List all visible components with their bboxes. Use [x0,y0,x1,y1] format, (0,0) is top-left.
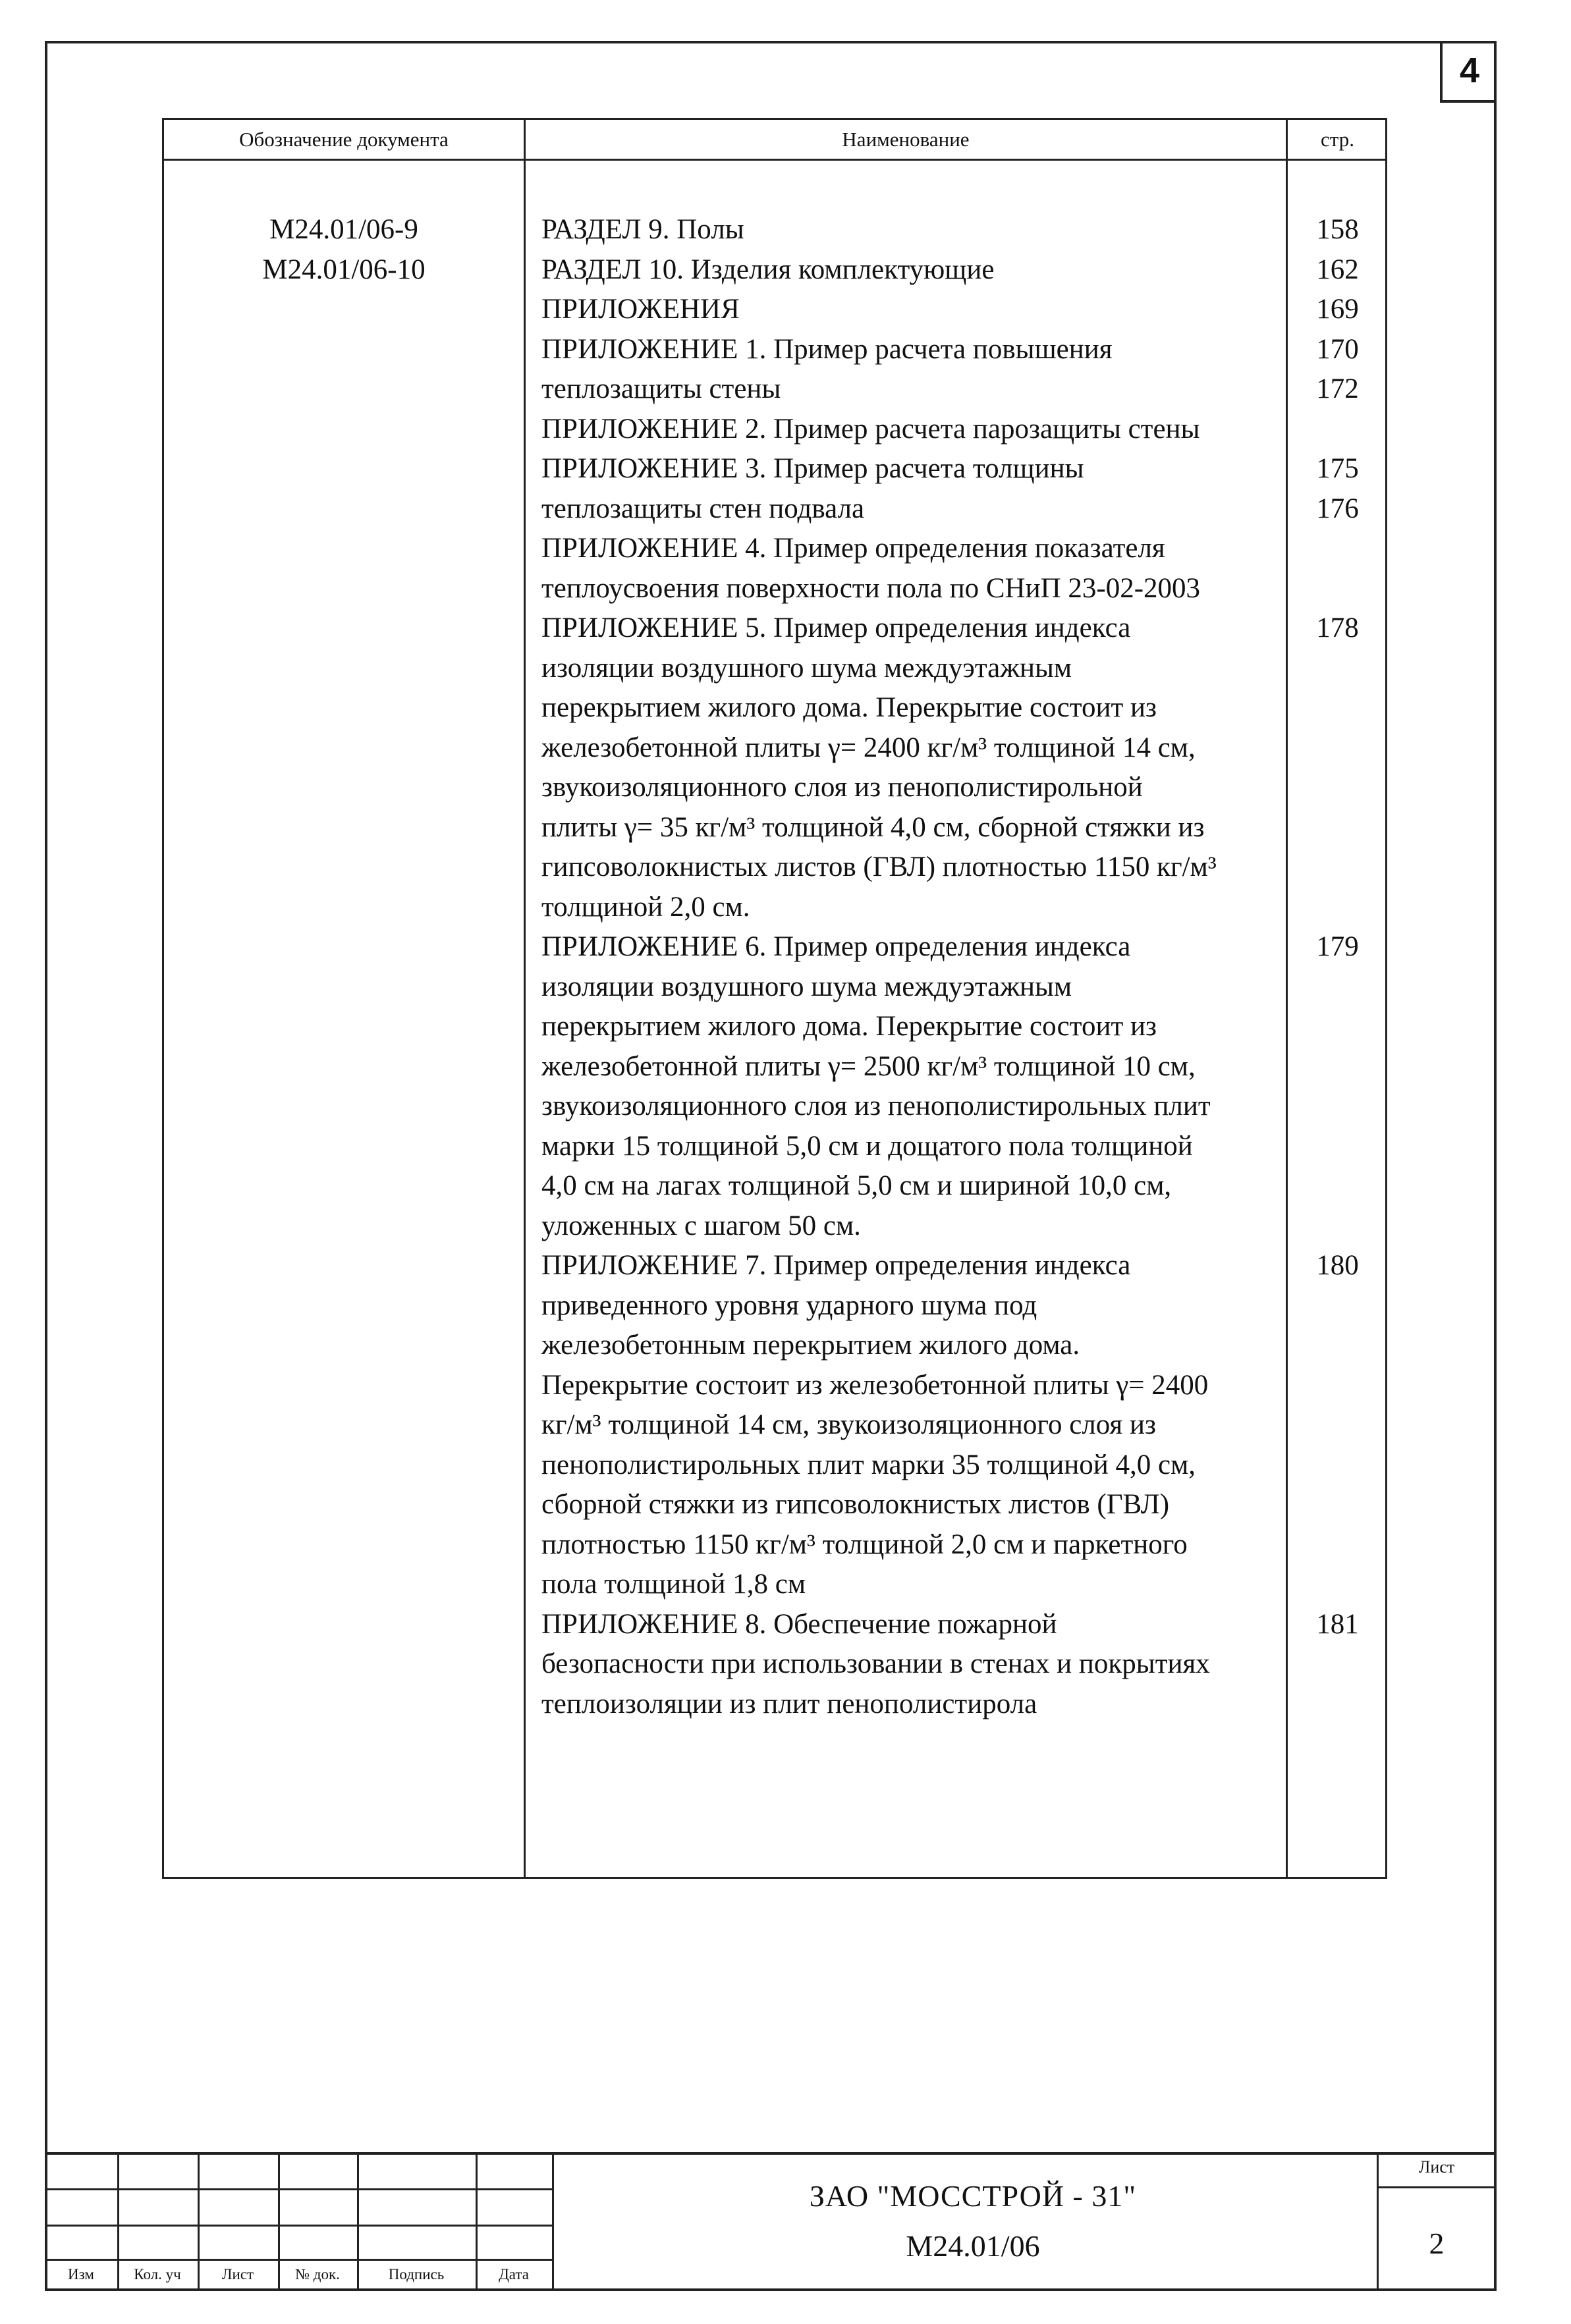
page-number-cell: 176 [1316,493,1359,524]
document-designation: М24.01/06-9 [269,214,418,245]
document-designation [164,1326,524,1365]
page-number-cell: 172 [1316,373,1359,404]
item-name: ПРИЛОЖЕНИЕ 3. Пример расчета толщины [541,453,1084,484]
page-number-cell [1288,649,1387,688]
page-number-cell [1288,1206,1387,1246]
document-designation [164,1446,524,1485]
document-designation [164,449,524,489]
page-number-cell [1288,1446,1387,1485]
document-designation [164,290,524,329]
item-name: теплозащиты стен подвала [541,493,865,524]
document-designation [164,1525,524,1565]
item-name: 4,0 см на лагах толщиной 5,0 см и шириной 10,0 см, [541,1170,1172,1201]
page-number: 4 [1459,51,1480,90]
document-designation [164,1605,524,1644]
header-page: стр. [1321,127,1354,151]
page-number-cell [1288,1685,1387,1724]
item-name: изоляции воздушного шума междуэтажным [541,653,1072,684]
document-designation [164,1366,524,1405]
page-number-cell [1288,967,1387,1007]
document-designation [164,808,524,848]
title-block-col-line [552,2152,554,2291]
table-body [164,120,1385,1877]
document-designation [164,410,524,449]
page-number-cell [1288,888,1387,927]
page-number-cell: 181 [1316,1609,1359,1640]
item-name: плотностью 1150 кг/м³ толщиной 2,0 см и паркетного [541,1529,1188,1560]
item-name: звукоизоляционного слоя из пенополистирольных плит [541,1091,1211,1121]
document-designation [164,688,524,728]
document-designation [164,768,524,807]
document-designation [164,1565,524,1604]
document-designation [164,888,524,927]
sheet-label: Лист [1418,2157,1455,2176]
item-name: приведенного уровня ударного шума под [541,1290,1037,1321]
document-designation [164,608,524,648]
label-sheet: Лист [221,2266,254,2283]
label-doc-number: № док. [295,2266,340,2283]
contents-table [162,118,1387,1879]
page-number-cell [1288,808,1387,848]
page-number-cell [1288,1565,1387,1604]
label-date: Дата [499,2266,529,2283]
label-change: Изм [68,2266,94,2283]
page-number-cell: 179 [1316,931,1359,962]
page-number-cell: 169 [1316,294,1359,325]
page-number-cell: 178 [1316,612,1359,643]
page-number-cell [1288,1007,1387,1046]
item-name: плиты γ= 35 кг/м³ толщиной 4,0 см, сборной стяжки из [541,812,1205,843]
item-name: ПРИЛОЖЕНИЕ 2. Пример расчета парозащиты стены [541,414,1200,445]
document-designation [164,1405,524,1445]
document-designation [164,1047,524,1087]
item-name: ПРИЛОЖЕНИЕ 8. Обеспечение пожарной [541,1609,1057,1640]
document-designation [164,927,524,967]
label-signature: Подпись [388,2266,445,2283]
item-name: перекрытием жилого дома. Перекрытие состоит из [541,1011,1157,1042]
page-number-cell [1288,728,1387,768]
page-number-cell [1288,569,1387,608]
item-name: теплоусвоения поверхности пола по СНиП 23-02-2003 [541,573,1201,604]
page-number-cell [1288,1485,1387,1525]
item-name: пола толщиной 1,8 см [541,1569,806,1600]
sheet-separator [1377,2186,1497,2188]
document-designation [164,489,524,529]
page-number-cell [1288,688,1387,728]
document-designation [164,1246,524,1285]
document-designation [164,728,524,768]
item-name: уложенных с шагом 50 см. [541,1210,861,1241]
document-designation [164,1485,524,1525]
document-designation [164,848,524,887]
document-designation: М24.01/06-10 [262,254,426,285]
page-number-cell [1288,1405,1387,1445]
item-name: ПРИЛОЖЕНИЕ 6. Пример определения индекса [541,931,1131,962]
document-designation [164,1007,524,1046]
document-designation [164,1127,524,1166]
item-name: перекрытием жилого дома. Перекрытие состоит из [541,692,1157,723]
item-name: пенополистирольных плит марки 35 толщиной 4,0 см, [541,1449,1196,1480]
page-number-cell: 170 [1316,334,1359,365]
item-name: ПРИЛОЖЕНИЯ [541,294,740,325]
page-number-cell [1288,1644,1387,1684]
item-name: ПРИЛОЖЕНИЕ 5. Пример определения индекса [541,612,1131,643]
page-number-cell [1288,1366,1387,1405]
item-name: толщиной 2,0 см. [541,892,750,923]
page-number-cell [1288,1087,1387,1126]
page-number-cell [1288,848,1387,887]
document-designation [164,1685,524,1724]
header-document-designation: Обозначение документа [239,127,449,151]
document-designation [164,369,524,409]
organization-name: ЗАО "МОССТРОЙ - 31" [809,2179,1137,2213]
title-block-top-border [45,2152,1497,2155]
item-name: изоляции воздушного шума междуэтажным [541,971,1072,1002]
document-code: М24.01/06 [906,2229,1040,2263]
item-name: ПРИЛОЖЕНИЕ 7. Пример определения индекса [541,1250,1131,1281]
document-designation [164,529,524,568]
document-designation [164,1286,524,1326]
item-name: гипсоволокнистых листов (ГВЛ) плотностью 1150 кг/м³ [541,851,1217,882]
item-name: звукоизоляционного слоя из пенополистирольной [541,772,1143,803]
item-name: кг/м³ толщиной 14 см, звукоизоляционного слоя из [541,1409,1156,1440]
document-designation [164,569,524,608]
page-number-cell [1288,529,1387,568]
document-designation [164,649,524,688]
item-name: РАЗДЕЛ 9. Полы [541,214,744,245]
page-number-cell [1288,1525,1387,1565]
item-name: сборной стяжки из гипсоволокнистых листов (ГВЛ) [541,1489,1170,1520]
item-name: безопасности при использовании в стенах и покрытиях [541,1648,1210,1679]
page-number-cell [1288,1127,1387,1166]
page-number-cell: 158 [1316,214,1359,245]
item-name: железобетонной плиты γ= 2500 кг/м³ толщиной 10 см, [541,1051,1196,1082]
page-number-box [1440,41,1497,103]
page-number-cell [1288,1047,1387,1087]
item-name: ПРИЛОЖЕНИЕ 1. Пример расчета повышения [541,334,1113,365]
item-name: марки 15 толщиной 5,0 см и дощатого пола толщиной [541,1131,1193,1162]
page-number-cell: 175 [1316,453,1359,484]
item-name: РАЗДЕЛ 10. Изделия комплектующие [541,254,995,285]
item-name: Перекрытие состоит из железобетонной плиты γ= 2400 [541,1370,1209,1401]
sheet-number: 2 [1429,2227,1445,2260]
page-number-cell [1288,1166,1387,1206]
document-designation [164,1166,524,1206]
page-number-cell [1288,410,1387,449]
page-number-cell: 162 [1316,254,1359,285]
page-number-cell [1288,1326,1387,1365]
document-designation [164,1644,524,1684]
page-number-cell [1288,768,1387,807]
item-name: теплоизоляции из плит пенополистирола [541,1689,1037,1719]
item-name: железобетонным перекрытием жилого дома. [541,1330,1080,1361]
page-number-cell [1288,1286,1387,1326]
item-name: ПРИЛОЖЕНИЕ 4. Пример определения показателя [541,533,1165,564]
document-designation [164,1206,524,1246]
header-name: Наименование [842,127,970,151]
page-number-cell: 180 [1316,1250,1359,1281]
document-designation [164,967,524,1007]
title-block [45,2152,1497,2291]
item-name: теплозащиты стены [541,373,781,404]
document-designation [164,1087,524,1126]
document-designation [164,330,524,369]
label-qty-sections: Кол. уч [134,2266,181,2283]
item-name: железобетонной плиты γ= 2400 кг/м³ толщиной 14 см, [541,732,1196,763]
